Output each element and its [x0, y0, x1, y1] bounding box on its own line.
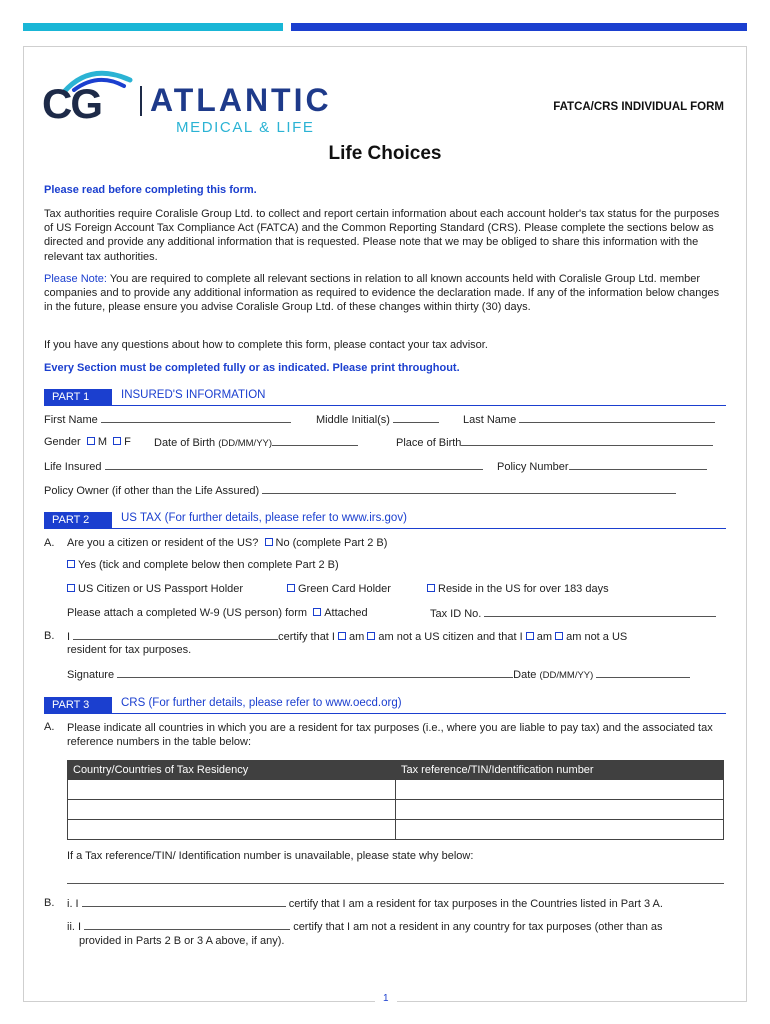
signature-row: [67, 668, 690, 681]
page-title: Life Choices: [328, 143, 442, 164]
every-section-notice: Every Section must be completed fully or as indicated. Please print throughout.: [44, 362, 460, 374]
w9-row: [67, 607, 368, 619]
gender-female-checkbox[interactable]: [113, 437, 121, 445]
part3-heading: CRS (For further details, please refer to www.oecd.org): [121, 697, 402, 709]
attached-checkbox[interactable]: [313, 608, 321, 616]
country-cell[interactable]: [68, 800, 396, 820]
logo-cg-text: CG: [42, 80, 101, 127]
us-citizen-question: Are you a citizen or resident of the US?: [67, 537, 259, 549]
us-status-row: [67, 583, 243, 595]
part3-divider: [44, 713, 726, 714]
tin-cell[interactable]: [396, 820, 724, 840]
part3-b-letter: B.: [44, 897, 55, 909]
reside-label: Reside in the US for over 183 days: [438, 583, 609, 595]
middle-initial-field[interactable]: [393, 413, 439, 423]
column-header-tin: Tax reference/TIN/Identification number: [396, 761, 724, 780]
part3-tag: PART 3: [44, 697, 112, 713]
gender-label: Gender: [44, 436, 81, 448]
form-title: FATCA/CRS INDIVIDUAL FORM: [553, 101, 724, 113]
policy-owner-row: [44, 484, 676, 497]
part1-heading: INSURED'S INFORMATION: [121, 389, 266, 401]
signature-field[interactable]: [117, 668, 513, 678]
crs-instructions: Please indicate all countries in which you are a resident for tax purposes (i.e., where you are liable to pay tax) and the associated tax reference numbers in the table below:: [67, 722, 713, 749]
date-format: (DD/MM/YY): [539, 670, 594, 681]
life-insured-row: [44, 460, 483, 473]
logo-atlantic-text: ATLANTIC: [150, 82, 332, 118]
tin-unavailable-label: If a Tax reference/TIN/ Identification number is unavailable, please state why below:: [67, 850, 474, 862]
life-insured-label: Life Insured: [44, 461, 102, 473]
w9-label: Please attach a completed W-9 (US person) form: [67, 607, 308, 619]
tin-cell[interactable]: [396, 800, 724, 820]
tin-cell[interactable]: [396, 780, 724, 800]
first-name-row: [44, 413, 291, 426]
policy-owner-label: Policy Owner (if other than the Life Assured): [44, 485, 260, 497]
last-name-field[interactable]: [519, 413, 715, 423]
us-certify-am: am: [349, 631, 365, 643]
resident-certify-i-label: i. I: [67, 898, 79, 910]
part2-a-letter: A.: [44, 537, 55, 549]
dob-label: Date of Birth: [154, 437, 216, 449]
policy-number-field[interactable]: [569, 460, 707, 470]
nonresident-certify-name-field[interactable]: [84, 920, 290, 930]
us-no-checkbox[interactable]: [265, 538, 273, 546]
page-number: 1: [375, 993, 397, 1004]
us-resident-am: am: [536, 631, 553, 643]
us-certify-text: certify that I: [278, 631, 335, 643]
part2-tag: PART 2: [44, 512, 112, 528]
country-cell[interactable]: [68, 780, 396, 800]
gender-row: [44, 436, 131, 448]
us-certify-i: I: [67, 631, 71, 643]
last-name-label: Last Name: [463, 414, 517, 426]
signature-label: Signature: [67, 669, 115, 681]
gender-male-checkbox[interactable]: [87, 437, 95, 445]
nonresident-certify-text: certify that I am not a resident in any country for tax purposes (other than as: [293, 921, 663, 933]
reside-row: [427, 583, 609, 595]
tax-residency-table: [67, 760, 724, 840]
country-cell[interactable]: [68, 820, 396, 840]
note-label: Please Note:: [44, 273, 107, 285]
logo-subtitle: MEDICAL & LIFE: [176, 119, 315, 136]
us-resident-text: resident for tax purposes.: [67, 644, 192, 656]
us-certify-am-not-checkbox[interactable]: [367, 632, 375, 640]
us-yes-checkbox[interactable]: [67, 560, 75, 568]
part1-tag: PART 1: [44, 389, 112, 405]
note-paragraph: [44, 272, 726, 315]
company-logo: [42, 66, 362, 138]
us-yes-row: [67, 559, 339, 571]
us-certify-row: [67, 630, 627, 643]
us-no-label: No (complete Part 2 B): [275, 537, 388, 549]
column-header-country: Country/Countries of Tax Residency: [68, 761, 396, 780]
table-row: [68, 800, 724, 820]
place-of-birth-row: [396, 436, 713, 449]
part1-divider: [44, 405, 726, 406]
nonresident-certify-row: [67, 920, 663, 933]
tax-id-row: [430, 607, 716, 620]
policy-number-label: Policy Number: [497, 461, 569, 473]
dob-field[interactable]: [272, 436, 358, 446]
gender-male-label: M: [97, 436, 107, 448]
us-yes-label: Yes (tick and complete below then complete Part 2 B): [78, 559, 339, 571]
green-card-label: Green Card Holder: [298, 583, 391, 595]
us-certify-name-field[interactable]: [73, 630, 278, 640]
table-row: [68, 820, 724, 840]
gender-female-label: F: [124, 436, 131, 448]
policy-owner-field[interactable]: [262, 484, 676, 494]
nonresident-certify-ii-label: ii. I: [67, 921, 82, 933]
middle-initial-label: Middle Initial(s): [316, 414, 390, 426]
us-resident-am-checkbox[interactable]: [526, 632, 534, 640]
reside-checkbox[interactable]: [427, 584, 435, 592]
middle-initial-row: [316, 413, 439, 426]
us-citizen-label: US Citizen or US Passport Holder: [78, 583, 244, 595]
questions-paragraph: If you have any questions about how to complete this form, please contact your tax advisor.: [44, 339, 488, 351]
note-text: You are required to complete all relevant sections in relation to all known accounts held with Coralisle Group Ltd. member companies and to provide any additional information as required to evidence the declaration made. If any of the information below changes in the future, please ensure you advise Coralisle Group Ltd. of these changes within thirty (30) days.: [44, 273, 720, 314]
read-before-notice: Please read before completing this form.: [44, 184, 257, 196]
part2-divider: [44, 528, 726, 529]
resident-certify-text: certify that I am a resident for tax purposes in the Countries listed in Part 3 A.: [288, 898, 663, 910]
dob-format: (DD/MM/YY): [218, 438, 273, 449]
first-name-field[interactable]: [101, 413, 291, 423]
tax-id-label: Tax ID No.: [430, 608, 482, 620]
part2-b-letter: B.: [44, 630, 55, 642]
us-citizen-checkbox[interactable]: [67, 584, 75, 592]
first-name-label: First Name: [44, 414, 98, 426]
logo-divider: [140, 86, 142, 116]
intro-paragraph: Tax authorities require Coralisle Group Ltd. to collect and report certain information about each account holder's tax status for the purposes of US Foreign Account Tax Compliance Act (FATCA) and the Common Reporting Standard (CRS). Please complete the sections below as directed and provide any additional information that is requested. Please note that we may be obliged to share this information with the relevant tax authorities.: [44, 208, 720, 263]
dob-row: [154, 436, 358, 449]
part3-a-letter: A.: [44, 721, 55, 733]
us-resident-am-not: am not a US: [566, 631, 628, 643]
policy-number-row: [497, 460, 707, 473]
table-row: [68, 780, 724, 800]
top-accent-bar-cyan: [23, 23, 283, 31]
green-card-row: [287, 583, 391, 595]
place-of-birth-field[interactable]: [461, 436, 713, 446]
date-field[interactable]: [596, 668, 690, 678]
last-name-row: [463, 413, 715, 426]
resident-certify-name-field[interactable]: [82, 897, 286, 907]
place-of-birth-label: Place of Birth: [396, 437, 462, 449]
table-header-row: [68, 761, 724, 780]
resident-certify-row: [67, 897, 663, 910]
attached-label: Attached: [324, 607, 368, 619]
tax-id-field[interactable]: [484, 607, 716, 617]
us-certify-am-not: am not a US citizen and that I: [378, 631, 523, 643]
date-label: Date: [513, 669, 537, 681]
life-insured-field[interactable]: [105, 460, 483, 470]
us-certify-am-checkbox[interactable]: [338, 632, 346, 640]
top-accent-bar-blue: [291, 23, 747, 31]
nonresident-certify-text2: provided in Parts 2 B or 3 A above, if any).: [79, 935, 285, 947]
tin-unavailable-field[interactable]: [67, 883, 724, 884]
green-card-checkbox[interactable]: [287, 584, 295, 592]
us-resident-am-not-checkbox[interactable]: [555, 632, 563, 640]
us-citizen-question-row: [67, 537, 387, 549]
part2-heading: US TAX (For further details, please refer to www.irs.gov): [121, 512, 407, 524]
